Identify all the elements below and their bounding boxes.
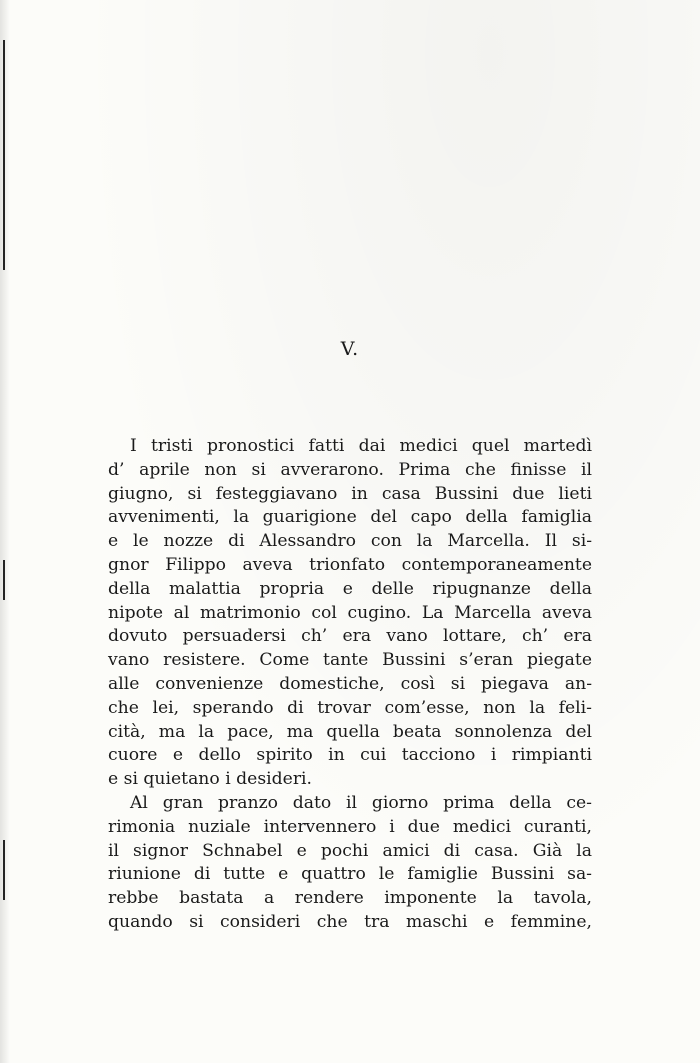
text-line: avvenimenti, la guarigione del capo della famiglia xyxy=(108,507,592,528)
text-line: dovuto persuadersi ch’ era vano lottare, ch’ era xyxy=(108,626,592,647)
text-line: vano resistere. Come tante Bussini s’eran piegate xyxy=(108,650,592,671)
text-line: che lei, sperando di trovar com’esse, non la feli- xyxy=(108,697,592,718)
text-line: riunione di tutte e quattro le famiglie Bussini sa- xyxy=(108,864,592,885)
text-line: I tristi pronostici fatti dai medici quel martedì xyxy=(130,436,592,456)
text-line: il signor Schnabel e pochi amici di casa. Già la xyxy=(108,840,592,861)
text-line: gnor Filippo aveva trionfato contemporaneamente xyxy=(108,554,592,575)
text-line: alle convenienze domestiche, così si piegava an- xyxy=(108,673,592,694)
text-line: cuore e dello spirito in cui tacciono i rimpianti xyxy=(108,745,592,766)
spine-mark xyxy=(3,560,5,600)
chapter-number: V. xyxy=(340,338,360,360)
text-line: rebbe bastata a rendere imponente la tavola, xyxy=(108,888,592,909)
spine-mark xyxy=(3,40,5,270)
text-line: e le nozze di Alessandro con la Marcella. Il si- xyxy=(108,531,592,552)
text-line: cità, ma la pace, ma quella beata sonnolenza del xyxy=(108,721,592,742)
text-line: Al gran pranzo dato il giorno prima della ce- xyxy=(130,792,592,813)
paragraph xyxy=(108,435,592,792)
paragraph xyxy=(108,792,592,935)
spine-mark xyxy=(3,840,5,900)
text-line: quando si consideri che tra maschi e femmine, xyxy=(108,911,592,932)
text-line: e si quietano i desideri. xyxy=(108,769,312,790)
text-line: giugno, si festeggiavano in casa Bussini due lieti xyxy=(108,483,592,504)
page-spine-shadow xyxy=(0,0,10,1063)
text-line: rimonia nuziale intervennero i due medici curanti, xyxy=(108,816,592,837)
text-line: nipote al matrimonio col cugino. La Marcella aveva xyxy=(108,602,592,623)
text-line: d’ aprile non si avverarono. Prima che finisse il xyxy=(108,459,592,480)
text-line: della malattia propria e delle ripugnanze della xyxy=(108,578,592,599)
body-text xyxy=(108,435,592,935)
